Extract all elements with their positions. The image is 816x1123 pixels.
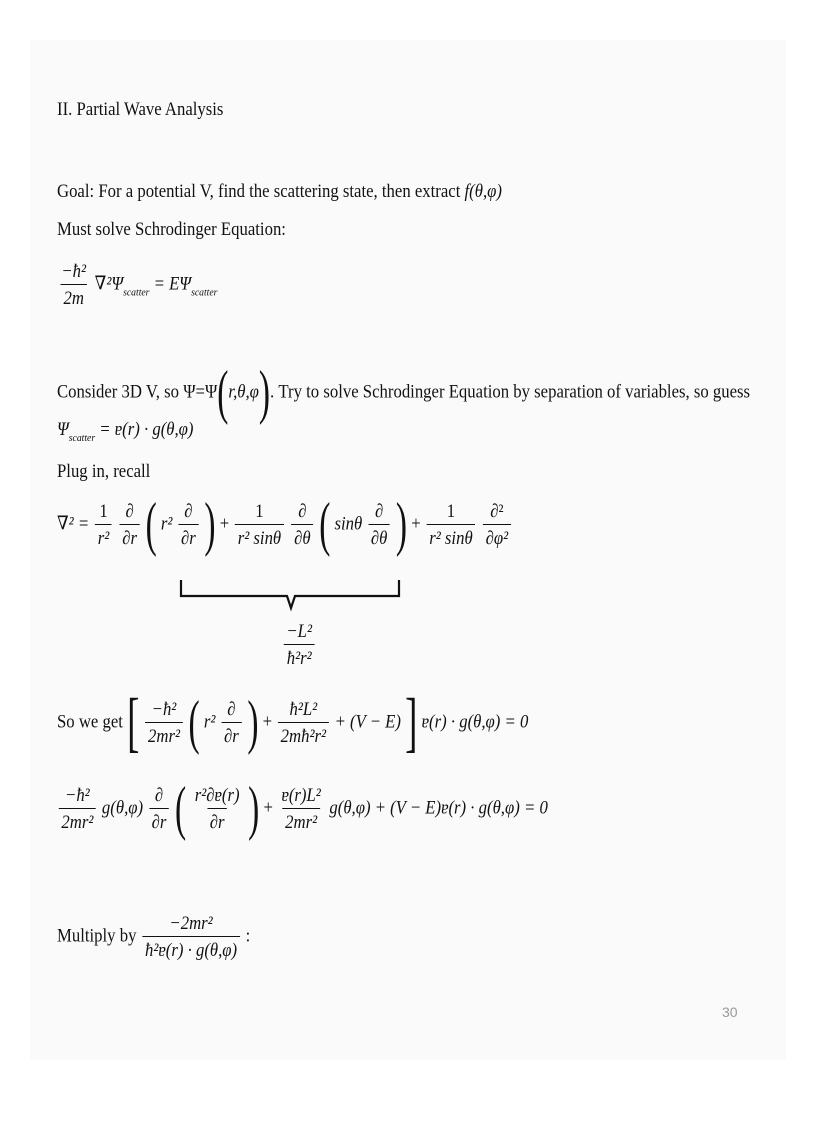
laplacian-equation: ∇² = $\frac{1}{\text{r²}}$ $\frac{\partial}{\partial r}$ ( r² $\frac{\partial}{\partial r}$ ) + $\frac{1}{\text{r² sinθ}}$ $\frac{\partial}{\partial\theta}$ ( sinθ $\frac{\partial}{\partial\theta}$ ) + $\frac{1}{\text{r² sinθ}}$ $\frac{\text{∂²}}{\text{∂φ²}}$ bbox=[57, 502, 513, 548]
section-heading: II. Partial Wave Analysis bbox=[57, 99, 224, 120]
hbar-over-2m: $\frac{\text{−ħ²}}{2m}$ bbox=[61, 261, 87, 309]
must-solve-line: Must solve Schrodinger Equation: bbox=[57, 219, 286, 240]
expanded-equation: $\frac{\text{−ħ²}}{\text{2mr²}}$ g(θ,φ) $\frac{\partial}{\partial r}$ ( $\frac{\text{r²∂ɐ(r)}}{\partial r}$ ) + $\frac{\text{ɐ(r)L²}}{\text{2mr²}}$ g(θ,φ) + (V − E)ɐ(r) · g(θ,φ) = 0 bbox=[57, 786, 548, 832]
consider-line: Consider 3D V, so Ψ=Ψ(r,θ,φ). Try to solve Schrodinger Equation by separation of variables, so guess bbox=[57, 359, 751, 427]
plug-in-line: Plug in, recall bbox=[57, 461, 151, 482]
schrodinger-equation: $\frac{\text{−ħ²}}{2m}$ $\nabla^2\Psi_{scatter} = E\Psi_{scatter}$ bbox=[57, 262, 217, 308]
so-we-get-equation: So we get [ $\frac{\text{−ħ²}}{\text{2mr²}}$ ( r² $\frac{\partial}{\partial r}$ ) + $\frac{\text{ħ²L²}}{\text{2mħ²r²}}$ + (V − E) ] ɐ(r) · g(θ,φ) = 0 bbox=[57, 686, 529, 760]
page-number: 30 bbox=[722, 1004, 738, 1020]
underbrace bbox=[175, 576, 405, 616]
goal-line: Goal: For a potential V, find the scattering state, then extract f(θ,φ) bbox=[57, 181, 502, 202]
multiply-line: Multiply by $\frac{\text{−2mr²}}{\text{ħ²ɐ(r) · g(θ,φ)}}$ : bbox=[57, 913, 251, 961]
guess-equation: $\Psi_{scatter}$ = ɐ(r) · g(θ,φ) bbox=[57, 419, 194, 444]
brace-label: $\frac{\text{−L²}}{\text{ħ²r²}}$ bbox=[282, 622, 316, 668]
